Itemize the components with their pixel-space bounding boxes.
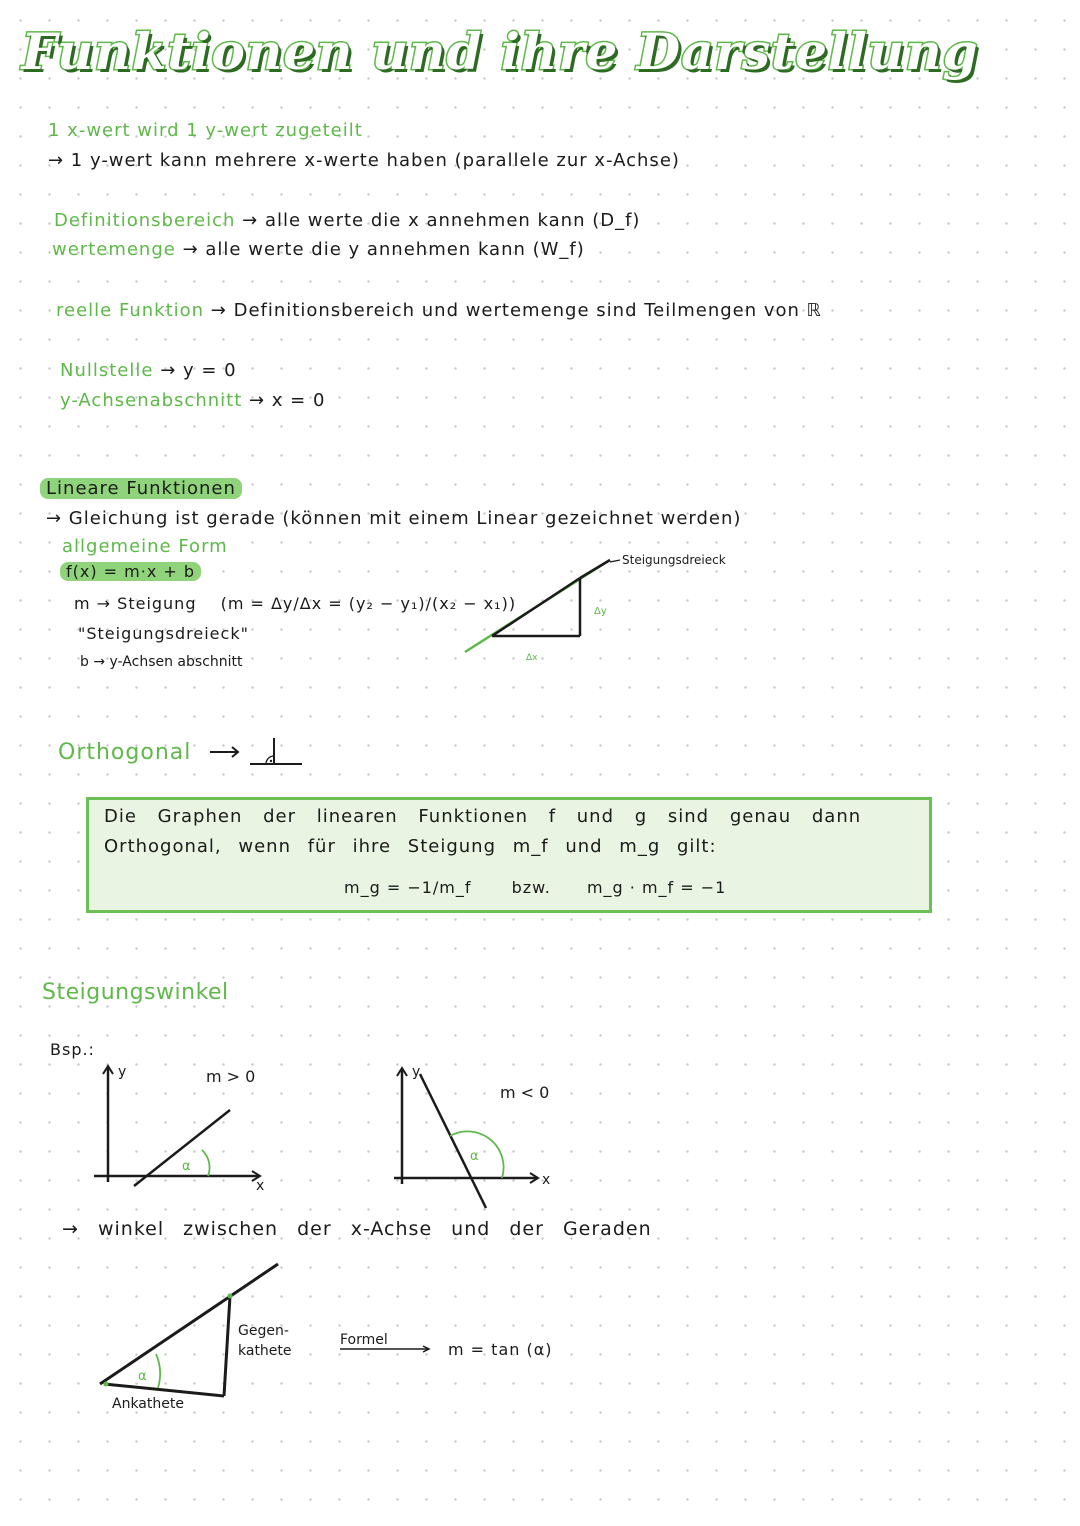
y-achsenabschnitt-row xyxy=(60,390,325,411)
y-achsenabschnitt-text: → x = 0 xyxy=(249,390,326,411)
steigungsdreieck-label: Steigungsdreieck xyxy=(622,553,726,567)
definitionsbereich-term: Definitionsbereich xyxy=(54,210,236,231)
nullstelle-term: Nullstelle xyxy=(60,360,154,381)
reelle-text: → Definitionsbereich und wertemenge sind Teilmengen von ℝ xyxy=(210,300,822,321)
right-angle-arc xyxy=(266,756,274,764)
steigungsdreieck-quote: "Steigungsdreieck" xyxy=(78,624,249,643)
bzw-text: bzw. xyxy=(511,878,551,897)
graph2-label: m < 0 xyxy=(500,1083,550,1102)
formel-label: Formel xyxy=(340,1332,388,1348)
m-steigung: m → Steigung xyxy=(74,594,197,613)
lineare-line-1: → Gleichung ist gerade (können mit einem Linear gezeichnet werden) xyxy=(46,508,742,529)
alpha-arc xyxy=(202,1150,210,1176)
graph-negative-slope xyxy=(390,1060,590,1220)
x-label: x xyxy=(256,1178,265,1194)
y-label: y xyxy=(412,1064,421,1080)
general-formula: f(x) = m·x + b xyxy=(60,562,201,581)
formula-mg: m_g = −1/m_f xyxy=(344,878,472,897)
triangle-hypotenuse xyxy=(492,578,580,636)
label-pointer xyxy=(610,560,620,562)
tan-formula: m = tan (α) xyxy=(448,1340,553,1359)
steigungsdreieck-diagram xyxy=(460,550,760,670)
steigungswinkel-heading: Steigungswinkel xyxy=(42,980,229,1005)
line-graph-dark xyxy=(580,560,610,578)
gegenkathete-label: Gegen- kathete xyxy=(238,1323,292,1359)
reelle-term: reelle xyxy=(56,300,113,321)
bsp-label: Bsp.: xyxy=(50,1040,95,1059)
wertemenge-row xyxy=(52,239,585,260)
definitionsbereich-row xyxy=(54,210,640,231)
reelle-funktion-row xyxy=(56,300,822,321)
y-label: y xyxy=(118,1064,127,1080)
funktion-term: Funktion xyxy=(118,300,205,321)
alpha-label: α xyxy=(470,1149,479,1164)
ankathete-line xyxy=(104,1384,224,1396)
m-formula: (m = Δy/Δx = (y₂ − y₁)/(x₂ − x₁)) xyxy=(220,594,517,613)
alpha-label: α xyxy=(138,1369,147,1384)
winkel-line: → winkel zwischen der x-Achse und der Geraden xyxy=(62,1218,652,1240)
orthogonal-label: Orthogonal xyxy=(58,740,192,765)
nullstelle-row xyxy=(60,360,237,381)
b-line: b → y-Achsen abschnitt xyxy=(80,654,243,670)
intro-line-1: 1 x-wert wird 1 y-wert zugeteilt xyxy=(48,120,363,141)
alpha-label: α xyxy=(182,1159,191,1174)
alpha-arc xyxy=(156,1354,160,1388)
vertex-dot xyxy=(104,1382,109,1387)
box-line-2: Orthogonal, wenn für ihre Steigung m_f und m_g gilt: xyxy=(104,836,717,857)
orthogonal-symbol xyxy=(210,730,310,770)
delta-x-label: Δx xyxy=(526,653,538,663)
intro-line-2: → 1 y-wert kann mehrere x-werte haben (parallele zur x-Achse) xyxy=(48,150,680,171)
nullstelle-text: → y = 0 xyxy=(160,360,237,381)
right-angle-dot xyxy=(270,760,272,762)
lineare-heading: Lineare Funktionen xyxy=(40,478,242,499)
wertemenge-text: → alle werte die y annehmen kann (W_f) xyxy=(182,239,585,260)
gegenkathete-line xyxy=(224,1296,230,1396)
x-label: x xyxy=(542,1172,551,1188)
m-steigung-line xyxy=(74,594,516,613)
delta-y-label: Δy xyxy=(594,606,607,617)
vertex-dot xyxy=(228,1294,233,1299)
graph1-label: m > 0 xyxy=(206,1067,256,1086)
box-formulas xyxy=(344,878,726,897)
definitionsbereich-text: → alle werte die x annehmen kann (D_f) xyxy=(242,210,641,231)
box-line-1: Die Graphen der linearen Funktionen f und g sind genau dann xyxy=(104,806,862,827)
positive-line xyxy=(134,1110,230,1186)
formel-arrow xyxy=(340,1346,440,1356)
wertemenge-term: wertemenge xyxy=(52,239,176,260)
y-achsenabschnitt-term: y-Achsenabschnitt xyxy=(60,390,243,411)
page-title: Funktionen und ihre Darstellung xyxy=(21,22,979,81)
graph-positive-slope xyxy=(90,1060,290,1200)
allgemeine-form: allgemeine Form xyxy=(62,536,228,557)
formula-product: m_g · m_f = −1 xyxy=(586,878,727,897)
negative-line xyxy=(420,1074,486,1208)
ankathete-label: Ankathete xyxy=(112,1396,184,1412)
